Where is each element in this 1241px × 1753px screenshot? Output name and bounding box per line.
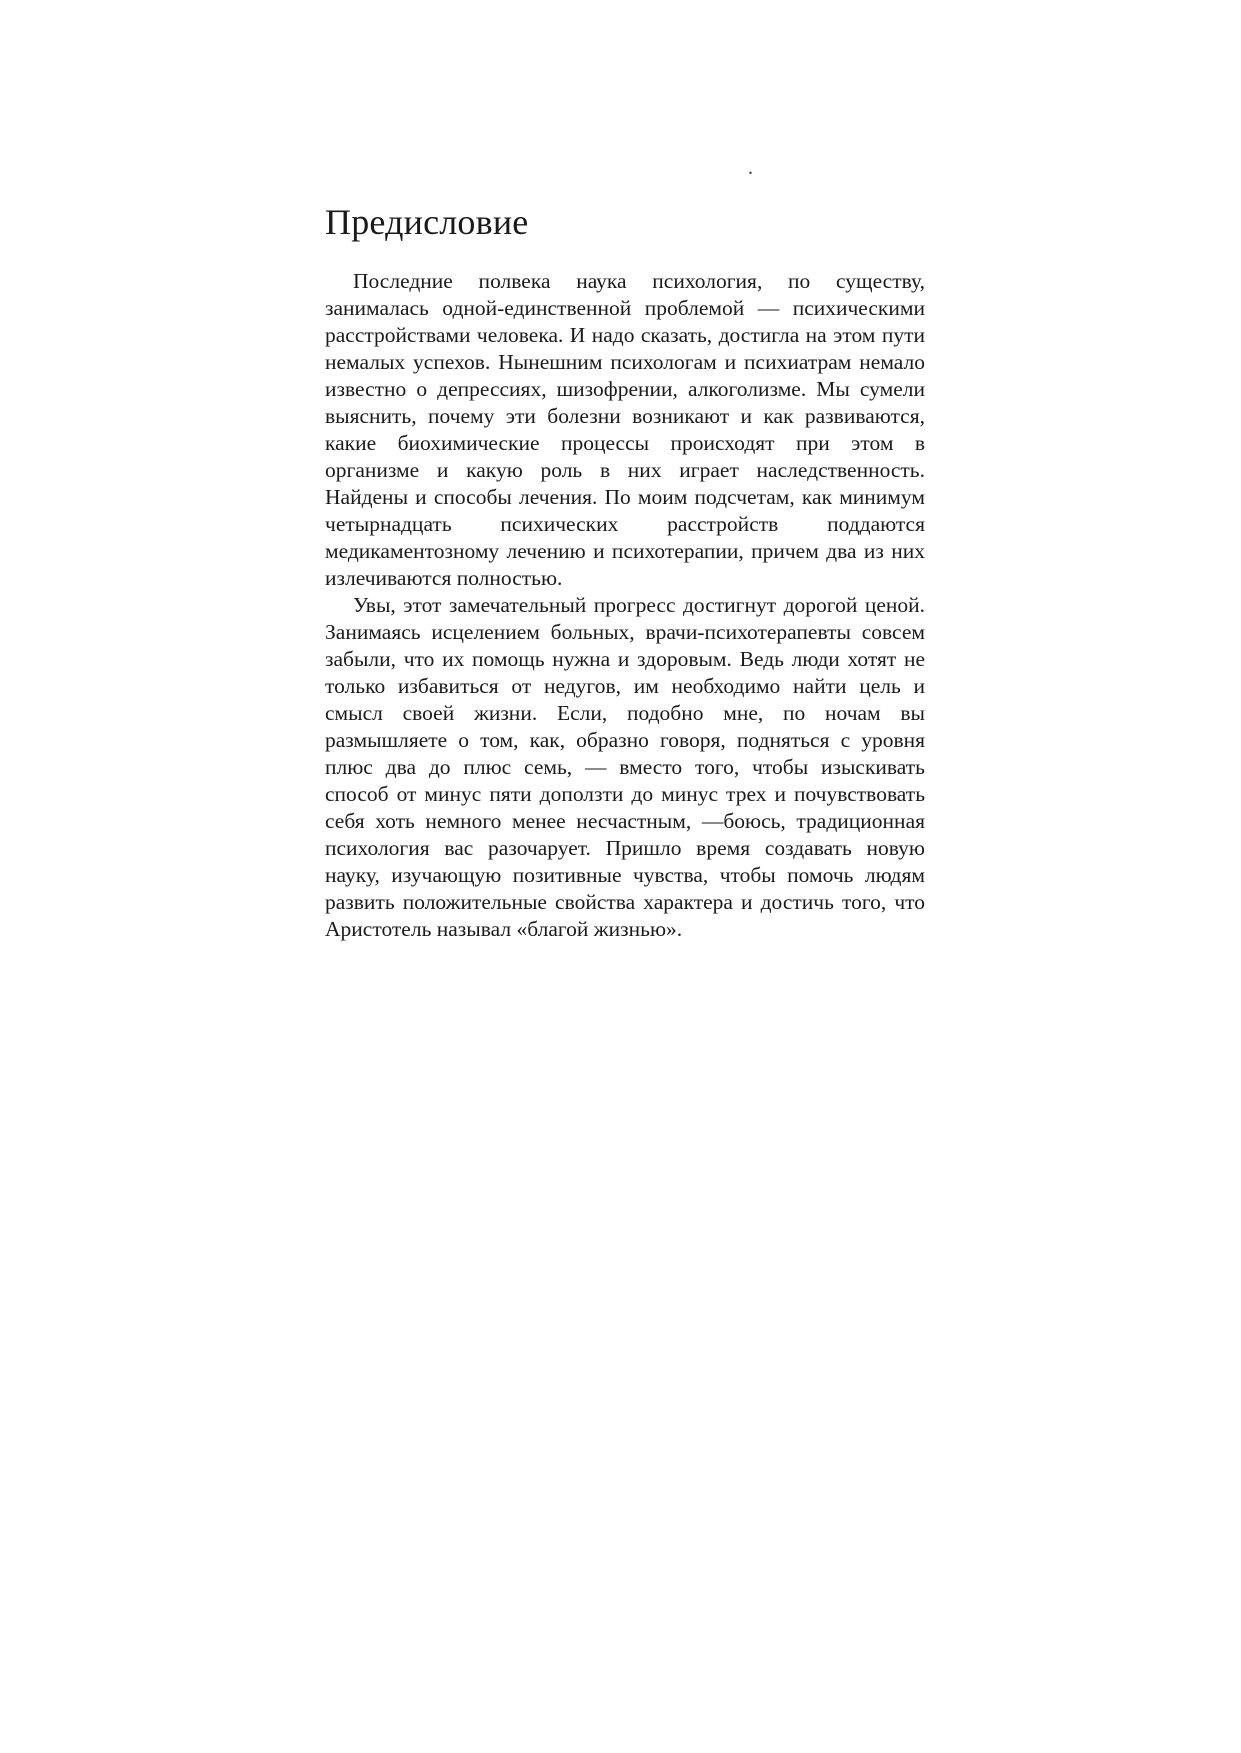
page-title: Предисловие	[325, 202, 529, 242]
paragraph: Увы, этот замечательный прогресс достигнут дорогой ценой. Занимаясь исцелением больных, врачи-психотерапевты совсем забыли, что их помощь нужна и здоровым. Ведь люди хотят не только избавиться от недугов, им необходимо найти цель и смысл своей жизни. Если, подобно мне, по ночам вы размышляете о том, как, образно говоря, подняться с уровня плюс два до плюс семь, — вместо того, чтобы изыскивать способ от минус пяти доползти до минус трех и почувствовать себя хоть немного менее несчастным, —боюсь, традиционная психология вас разочарует. Пришло время создавать новую науку, изучающую позитивные чувства, чтобы помочь людям развить положительные свойства характера и достичь того, что Аристотель называл «благой жизнью».	[325, 593, 925, 941]
paragraph: Последние полвека наука психология, по существу, занималась одной-единственной проблемой — психическими расстройствами человека. И надо сказать, достигла на этом пути немалых успехов. Нынешним психологам и психиатрам немало известно о депрессиях, шизофрении, алкоголизме. Мы сумели выяснить, почему эти болезни возникают и как развиваются, какие биохимические процессы происходят при этом в организме и какую роль в них играет наследственность. Найдены и способы лечения. По моим подсчетам, как минимум четырнадцать психических расстройств поддаются медикаментозному лечению и психотерапии, причем два из них излечиваются полностью.	[325, 269, 925, 590]
page-marker: .	[748, 157, 753, 179]
body-text	[325, 268, 925, 943]
